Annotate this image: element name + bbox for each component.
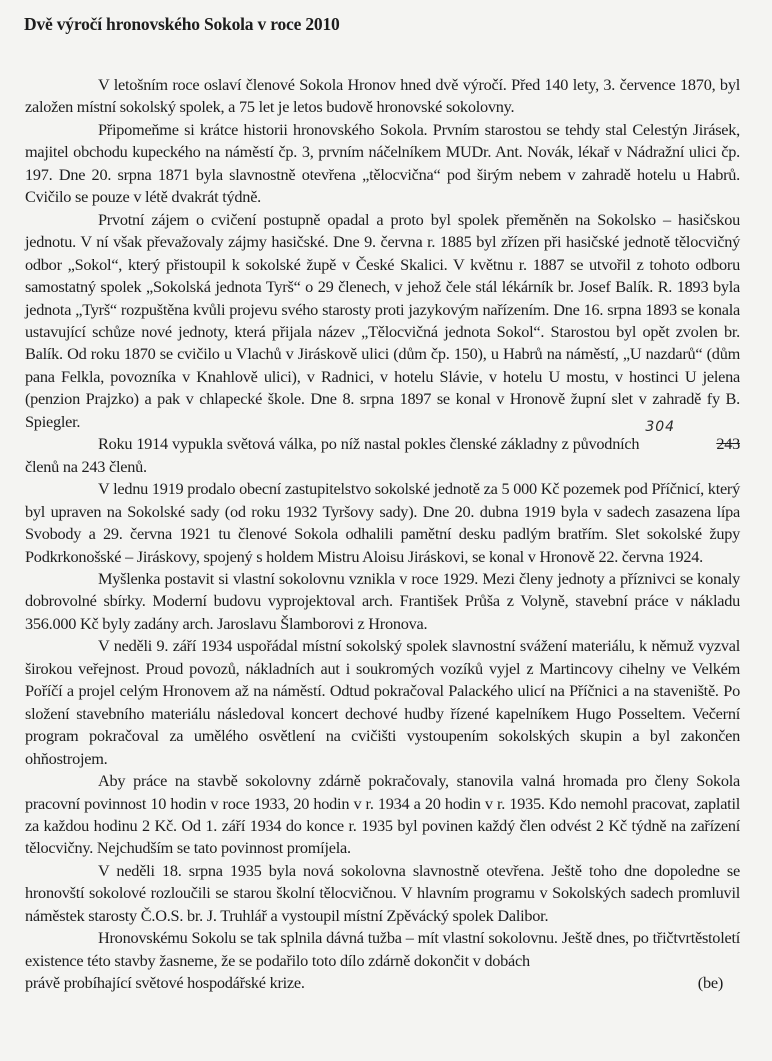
paragraph-fire-brigade-era: Prvotní zájem o cvičení postupně opadal a proto byl spolek přeměněn na Sokolsko – hasičskou jednotu. V ní však převažovaly zájmy hasičské. Dne 9. června r. 1885 byl zřízen při hasičské jednotě tělocvičný odbor „Sokol“, který přistoupil k sokolské župě v České Skalici. V květnu r. 1887 se utvořil z tohoto odboru samostatný spolek „Sokolská jednota Tyrš“ o 29 členech, v jehož čele stál lékárník br. Josef Balík. R. 1893 byla jednota „Tyrš“ rozpuštěna kvůli projevu svého starosty proti jazykovým nařízením. Dne 16. srpna 1893 se konala ustavující schůze nové jednoty, která přijala název „Tělocvičná jednota Sokol“. Starostou byl opět zvolen br. Balík. Od roku 1870 se cvičilo u Vlachů v Jiráskově ulici (dům čp. 150), u Habrů na náměstí, „U nazdarů“ (dům pana Felkla, povozníka v Knahlově ulici), v Radnici, v hotelu Slávie, v hotelu U mostu, v hostinci U jelena (penzion Prajzko) a pak v chlapecké škole. Dne 8. srpna 1897 se konal v Hronově župní slet v zahradě fy B. Spiegler. [25,209,740,431]
paragraph-anniversaries: V letošním roce oslaví členové Sokola Hronov hned dvě výročí. Před 140 lety, 3. července 1870, byl založen místní sokolský spolek, a 75 let je letos budově hronovské sokolovny. [25,75,740,117]
author-signature: (be) [697,973,723,993]
ww-text-after: členů na 243 členů. [25,456,147,476]
paragraph-work-duty: Aby práce na stavbě sokolovny zdárně pokračovaly, stanovila valná hromada pro členy Sokola pracovní povinnost 10 hodin v roce 1933, 20 hodin v r. 1934 a 20 hodin v r. 1935. Kdo nemohl pracovat, zaplatil za každou hodinu 2 Kč. Od 1. září 1934 do konce r. 1935 byl povinen každý člen odvést 2 Kč týdně na zařízení tělocvičny. Nejchudším se tato povinnost promíjela. [25,771,740,858]
article-title: Dvě výročí hronovského Sokola v roce 2010 [24,14,340,34]
ww-text-before: Roku 1914 vypukla světová válka, po níž nastal pokles členské základny z původních [98,434,644,454]
membership-correction [643,419,740,455]
paragraph-opening: V neděli 18. srpna 1935 byla nová sokolovna slavnostně otevřena. Ještě toho dne dopoledne se hronovští sokolové rozloučili se starou školní tělocvičnou. V hlavním programu v Sokolských sadech promluvil náměstek starosty Č.O.S. br. J. Truhlář a vystoupil místní Zpěvácký spolek Dalibor. [25,860,740,925]
paragraph-history-start: Připomeňme si krátce historii hronovského Sokola. Prvním starostou se tehdy stal Celestýn Jirásek, majitel obchodu kupeckého na náměstí čp. 3, prvním náčelníkem MUDr. Ant. Novák, lékař v Nádražní ulici čp. 197. Dne 20. srpna 1871 byla slavnostně otevřena „tělocvična“ pod širým nebem v zahradě hotelu u Habrů. Cvičilo se pouze v létě dvakrát týdně. [25,119,740,207]
paragraph-material-transport: V neděli 9. září 1934 uspořádal místní sokolský spolek slavnostní svážení materiálu, k němuž vyzval širokou veřejnost. Proud povozů, nákladních aut i soukromých vozíků vyjel z Martincovy cihelny ve Velkém Poříčí a projel celým Hronovem až na náměstí. Odtud pokračoval Palackého ulicí na Příčnici a na staveniště. Po složení stavebního materiálu následoval koncert dechové hudby řízené kapelníkem Hugo Posseltem. Večerní program pokračoval za umělého osvětlení na cvičišti vystoupením sokolských skupin a byl zakončen ohňostrojem. [25,636,740,768]
struck-number: 243 [716,434,740,454]
paragraph-conclusion: Hronovskému Sokolu se tak splnila dávná tužba – mít vlastní sokolovnu. Ještě dnes, po třičtvrtěstoletí existence této stavby žasneme, že se podařilo toto dílo zdárně dokončit v dobách [25,928,740,970]
paragraph-sokolovna-idea: Myšlenka postavit si vlastní sokolovnu vznikla v roce 1929. Mezi členy jednoty a příznivci se konaly dobrovolné sbírky. Moderní budovu vyprojektoval arch. František Průša z Volyně, stavební práce v nákladu 356.000 Kč byly zadány arch. Jaroslavu Šlamborovi z Hronova. [25,568,740,633]
closing-line [25,972,740,994]
paragraph-1919-land: V lednu 1919 prodalo obecní zastupitelstvo sokolské jednotě za 5 000 Kč pozemek pod Příčnicí, který byl upraven na Sokolské sady (od roku 1932 Tyršovy sady). Dne 20. dubna 1919 byla v sadech zasazena lípa Svobody a 29. června 1921 tu členové Sokola odhalili pamětní desku padlým bratřím. Slet sokolské župy Podkrkonošské – Jiráskovy, spojený s holdem Mistru Aloisu Jiráskovi, se konal v Hronově 22. června 1924. [25,479,740,566]
conclusion-last-line: právě probíhající světové hospodářské krize. [25,973,305,993]
article-body [25,74,740,995]
paragraph-world-war [25,419,740,478]
handwritten-correction: 304 [645,419,676,436]
